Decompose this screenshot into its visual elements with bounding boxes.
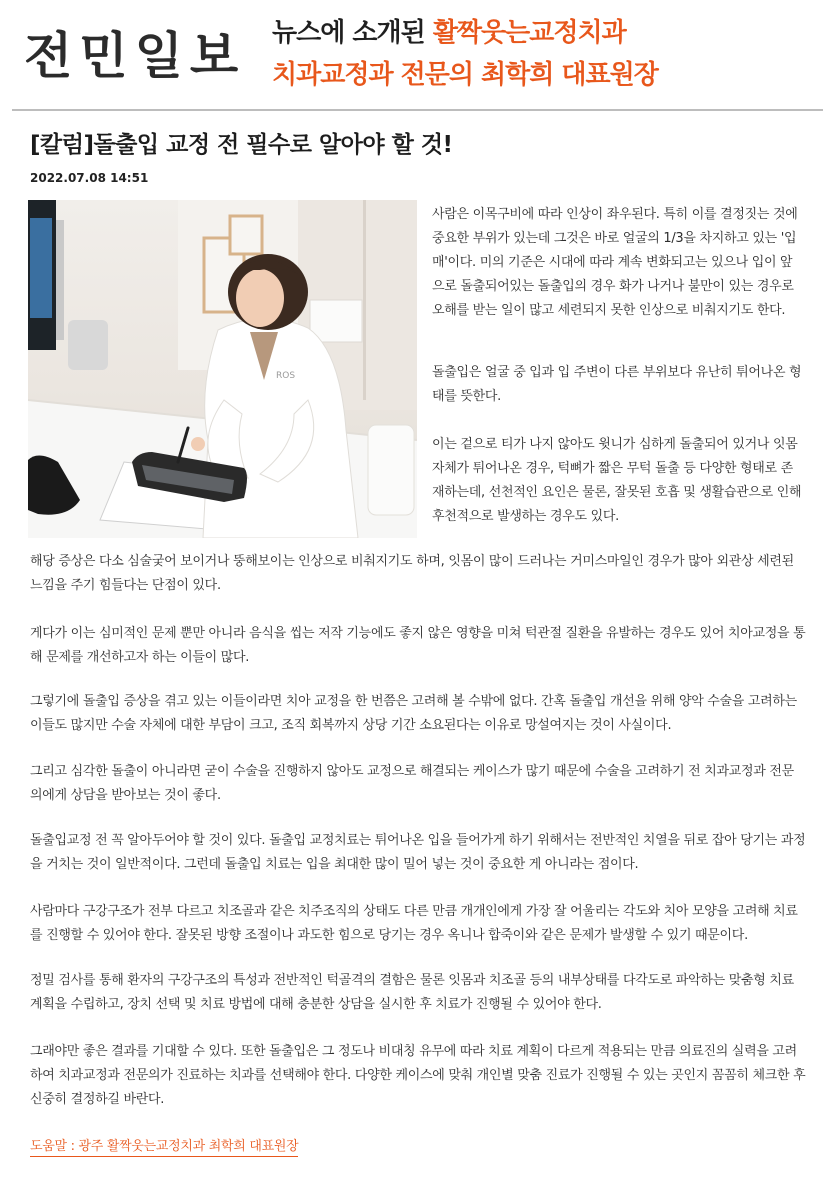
paragraph-3: 이는 겉으로 티가 나지 않아도 윗니가 심하게 돌출되어 있거나 잇몸 자체가 튀어나온 경우, 턱뼈가 짧은 무턱 돌출 등 다양한 형태로 존재하는데, 선천적인 요인은 물론, 잘못된 호흡 및 생활습관으로 인해 후천적으로 발생하는 경우도 있다. bbox=[432, 437, 802, 524]
paragraph-7: 그리고 심각한 돌출이 아니라면 굳이 수술을 진행하지 않아도 교정으로 해결되는 케이스가 많기 때문에 수술을 고려하기 전 치과교정과 전문의에게 상담을 받아보는 것이 좋다. bbox=[30, 764, 794, 803]
help-credit: 도움말 : 광주 활짝웃는교정치과 최학희 대표원장 bbox=[30, 1135, 298, 1157]
article-photo bbox=[28, 200, 417, 538]
paragraph-10: 정밀 검사를 통해 환자의 구강구조의 특성과 전반적인 턱골격의 결함은 물론 잇몸과 치조골 등의 내부상태를 다각도로 파악하는 맞춤형 치료 계획을 수립하고, 장치 선택 및 치료 방법에 대해 충분한 상담을 실시한 후 치료가 진행될 수 있어야 한다. bbox=[30, 973, 794, 1012]
newspaper-logo: 전민일보 bbox=[24, 26, 246, 85]
coat-logo: ROS bbox=[276, 371, 296, 381]
paragraph-9: 사람마다 구강구조가 전부 다르고 치조골과 같은 치주조직의 상태도 다른 만큼 개개인에게 가장 잘 어울리는 각도와 치아 모양을 고려해 치료를 진행할 수 있어야 한다. 잘못된 방향 조절이나 과도한 힘으로 당기는 경우 옥니나 합죽이와 같은 문제가 발생할 수 있기 때문이다. bbox=[30, 904, 798, 943]
doctor-illustration bbox=[28, 200, 417, 538]
headline-doctor: 치과교정과 전문의 최학희 대표원장 bbox=[272, 60, 658, 90]
headline bbox=[272, 12, 658, 96]
paragraph-2: 돌출입은 얼굴 중 입과 입 주변이 다른 부위보다 유난히 튀어나온 형태를 뜻한다. bbox=[432, 365, 802, 404]
article-title: [칼럼]돌출입 교정 전 필수로 알아야 할 것! bbox=[30, 132, 453, 158]
paragraph-11: 그래야만 좋은 결과를 기대할 수 있다. 또한 돌출입은 그 정도나 비대칭 유무에 따라 치료 계획이 다르게 적용되는 만큼 의료진의 실력을 고려하여 치과교정과 전문의가 진료하는 치과를 선택해야 한다. 다양한 케이스에 맞춰 개인별 맞춤 진료가 진행될 수 있는 곳인지 꼼꼼히 체크한 후 신중히 결정하길 바란다. bbox=[30, 1044, 806, 1107]
article-date: 2022.07.08 14:51 bbox=[30, 171, 149, 185]
paragraph-5: 게다가 이는 심미적인 문제 뿐만 아니라 음식을 씹는 저작 기능에도 좋지 않은 영향을 미쳐 턱관절 질환을 유발하는 경우도 있어 치아교정을 통해 문제를 개선하고자 하는 이들이 많다. bbox=[30, 626, 806, 665]
headline-clinic: 활짝웃는교정치과 bbox=[432, 18, 626, 48]
header-divider bbox=[12, 109, 823, 111]
masthead bbox=[0, 0, 835, 112]
paragraph-8: 돌출입교정 전 꼭 알아두어야 할 것이 있다. 돌출입 교정치료는 튀어나온 입을 들어가게 하기 위해서는 전반적인 치열을 뒤로 잡아 당기는 과정을 거치는 것이 일반적이다. 그런데 돌출입 치료는 입을 최대한 많이 밀어 넣는 것이 중요한 게 아니라는 점이다. bbox=[30, 833, 806, 872]
paragraph-6: 그렇기에 돌출입 증상을 겪고 있는 이들이라면 치아 교정을 한 번쯤은 고려해 볼 수밖에 없다. 간혹 돌출입 개선을 위해 양악 수술을 고려하는 이들도 많지만 수술 자체에 대한 부담이 크고, 조직 회복까지 상당 기간 소요된다는 이유로 망설여지는 것이 사실이다. bbox=[30, 694, 797, 733]
paragraph-1: 사람은 이목구비에 따라 인상이 좌우된다. 특히 이를 결정짓는 것에 중요한 부위가 있는데 그것은 바로 얼굴의 1/3을 차지하고 있는 '입매'이다. 미의 기준은 시대에 따라 계속 변화되고는 있으나 입이 앞으로 돌출되어있는 돌출입의 경우 화가 나거나 불만이 있는 경우로 오해를 받는 일이 많고 세련되지 못한 인상으로 비춰지기도 한다. bbox=[432, 207, 798, 318]
headline-lead: 뉴스에 소개된 bbox=[272, 18, 433, 48]
paragraph-4: 해당 증상은 다소 심술궂어 보이거나 뚱해보이는 인상으로 비춰지기도 하며, 잇몸이 많이 드러나는 거미스마일인 경우가 많아 외관상 세련된 느낌을 주기 힘들다는 단점이 있다. bbox=[30, 554, 794, 593]
